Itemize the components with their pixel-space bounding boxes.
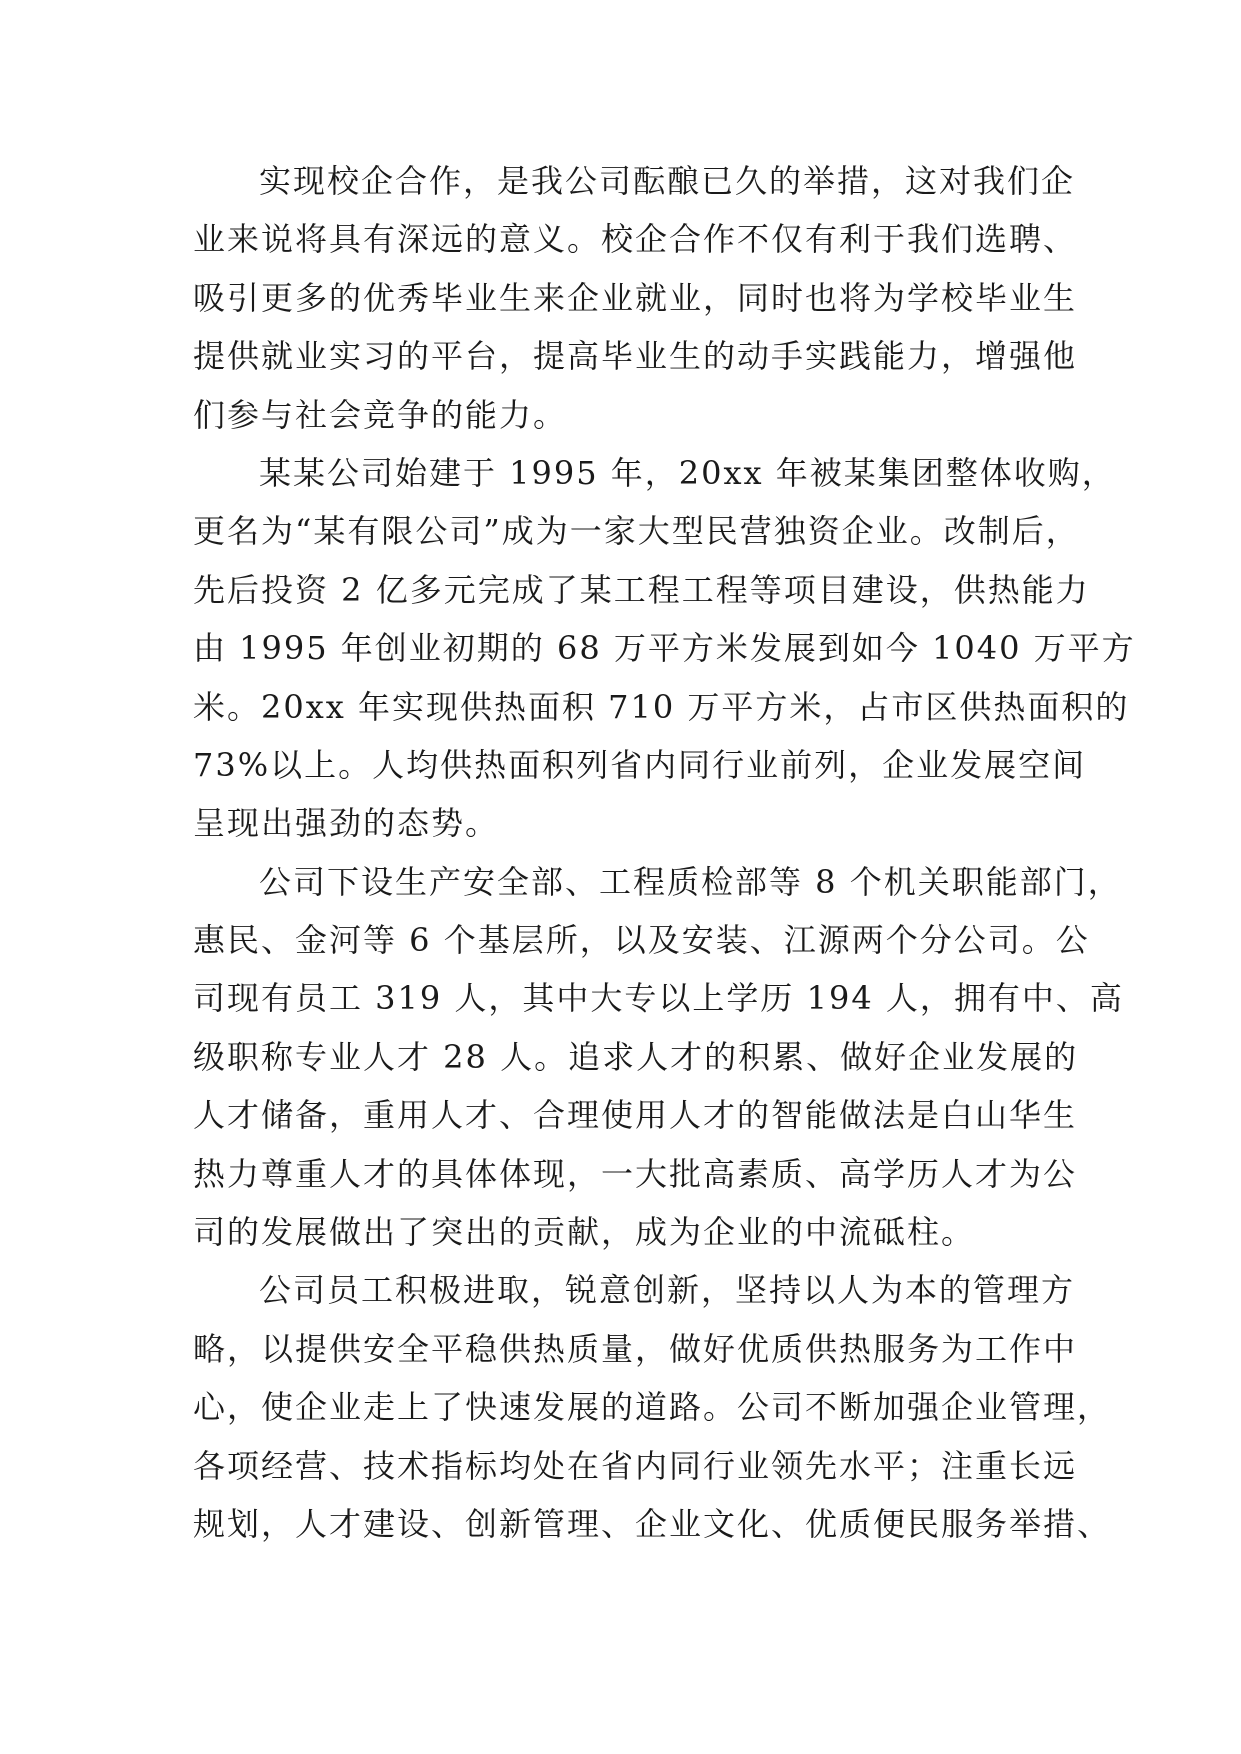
text-line: 司的发展做出了突出的贡献，成为企业的中流砥柱。 — [193, 1213, 976, 1252]
text-line: 司现有员工 319 人，其中大专以上学历 194 人，拥有中、高 — [193, 979, 1124, 1018]
text-line: 热力尊重人才的具体体现，一大批高素质、高学历人才为公 — [193, 1154, 1078, 1193]
text-line: 各项经营、技术指标均处在省内同行业领先水平；注重长远 — [193, 1446, 1078, 1485]
text-line: 略，以提供安全平稳供热质量，做好优质供热服务为工作中 — [193, 1329, 1078, 1368]
text-line: 吸引更多的优秀毕业生来企业就业，同时也将为学校毕业生 — [193, 278, 1078, 317]
text-line: 规划，人才建设、创新管理、企业文化、优质便民服务举措、 — [193, 1504, 1112, 1543]
text-line: 更名为“某有限公司”成为一家大型民营独资企业。改制后， — [193, 512, 1080, 551]
text-line: 先后投资 2 亿多元完成了某工程工程等项目建设，供热能力 — [193, 570, 1090, 609]
text-line: 级职称专业人才 28 人。追求人才的积累、做好企业发展的 — [193, 1037, 1079, 1076]
paragraph-organization-staff — [193, 853, 1124, 1262]
text-line: 提供就业实习的平台，提高毕业生的动手实践能力，增强他 — [193, 337, 1078, 376]
text-line: 心，使企业走上了快速发展的道路。公司不断加强企业管理， — [193, 1388, 1112, 1427]
paragraph-company-history — [193, 444, 1136, 853]
text-line: 实现校企合作，是我公司酝酿已久的举措，这对我们企 — [259, 162, 1076, 200]
text-line: 呈现出强劲的态势。 — [193, 804, 500, 843]
paragraph-management-development — [193, 1261, 1112, 1553]
text-line: 米。20xx 年实现供热面积 710 万平方米，占市区供热面积的 — [193, 687, 1130, 726]
text-line: 业来说将具有深远的意义。校企合作不仅有利于我们选聘、 — [193, 220, 1078, 259]
body-text — [193, 152, 1136, 1553]
text-line: 人才储备，重用人才、合理使用人才的智能做法是白山华生 — [193, 1096, 1078, 1135]
text-line: 公司员工积极进取，锐意创新，坚持以人为本的管理方 — [259, 1271, 1076, 1310]
text-line: 惠民、金河等 6 个基层所，以及安装、江源两个分公司。公 — [193, 921, 1090, 960]
text-line: 公司下设生产安全部、工程质检部等 8 个机关职能部门， — [259, 862, 1122, 901]
text-line: 某某公司始建于 1995 年，20xx 年被某集团整体收购， — [259, 453, 1116, 492]
text-line: 由 1995 年创业初期的 68 万平方米发展到如今 1040 万平方 — [193, 629, 1136, 668]
paragraph-school-enterprise-cooperation — [193, 152, 1078, 444]
text-line: 73%以上。人均供热面积列省内同行业前列，企业发展空间 — [193, 745, 1087, 784]
text-line: 们参与社会竞争的能力。 — [193, 395, 568, 434]
